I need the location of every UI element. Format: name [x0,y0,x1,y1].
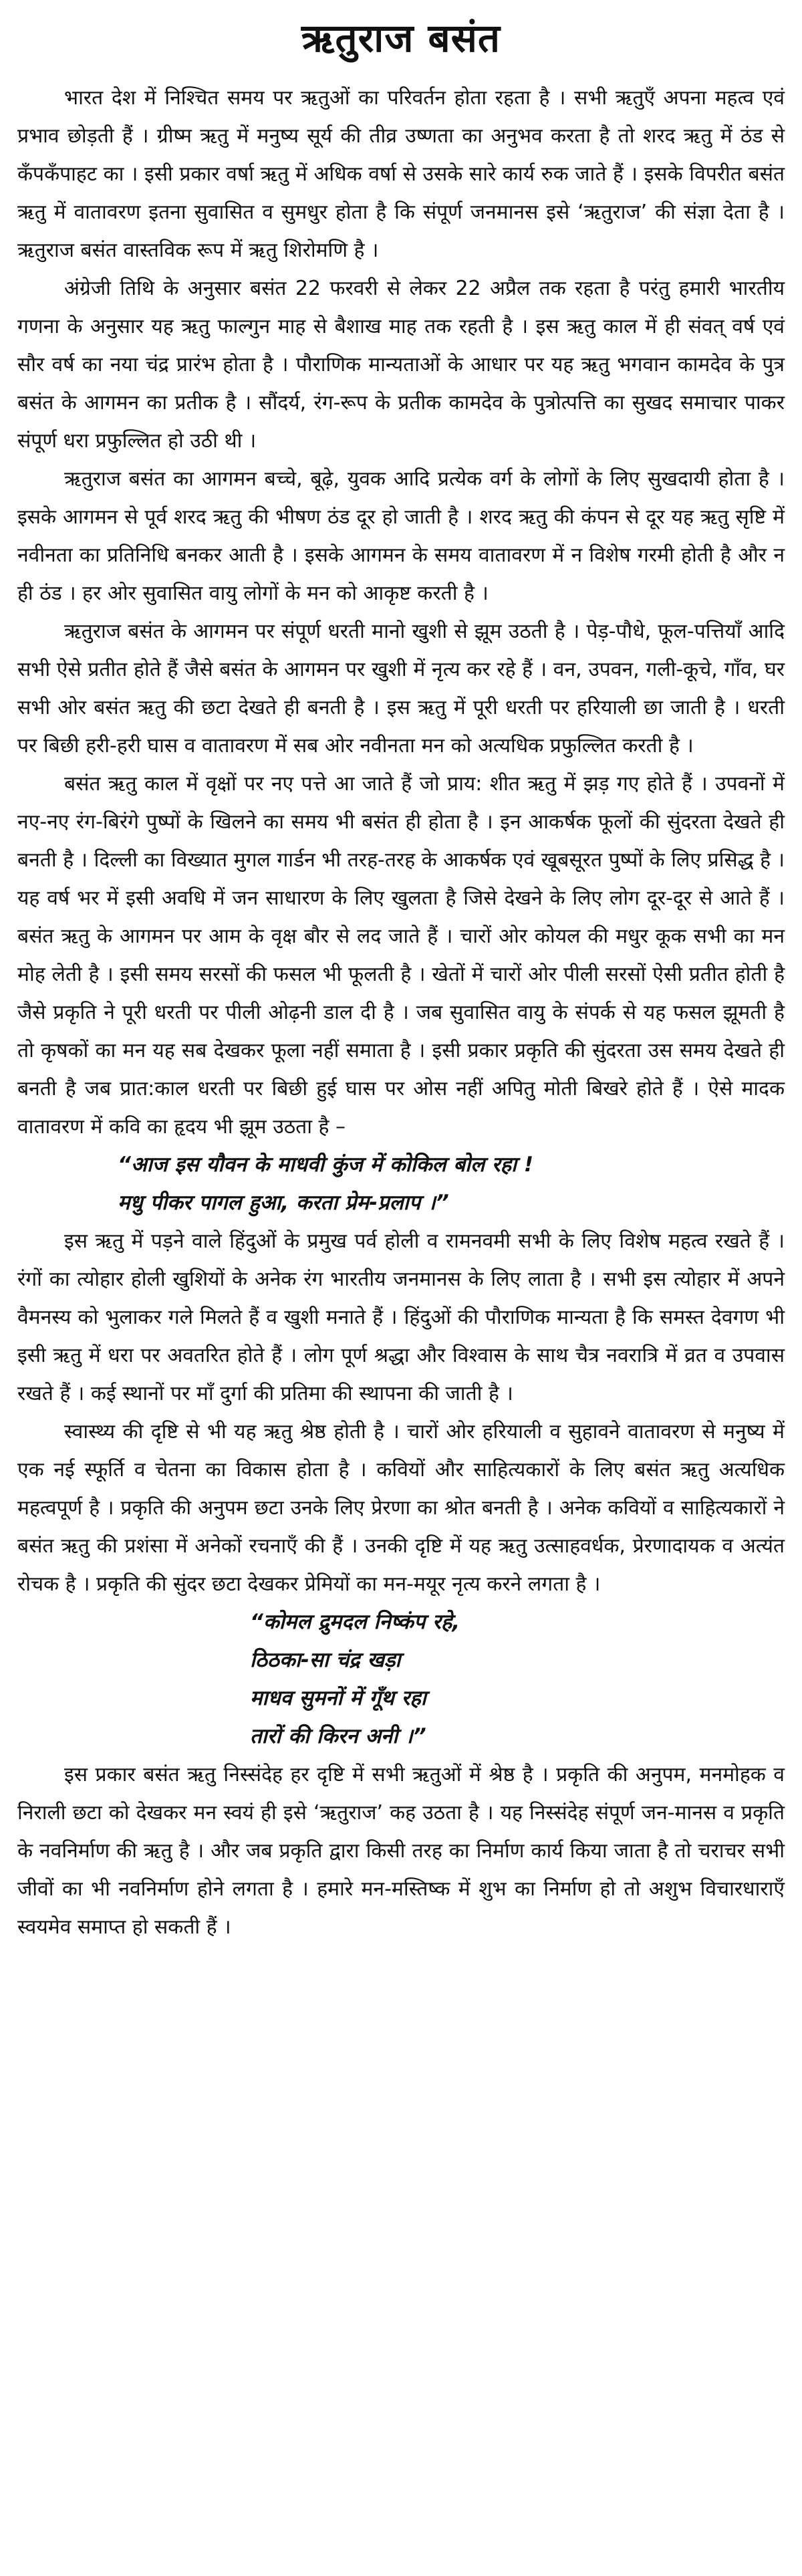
poem-line: ठिठका-सा चंद्र खड़ा [250,1648,401,1672]
essay-title: ऋतुराज बसंत [301,15,501,61]
poem-line: “कोमल द्रुमदल निष्कंप रहे, [250,1610,460,1634]
poem-komal [17,1603,785,1756]
paragraph-intro: भारत देश में निश्चित समय पर ऋतुओं का परिवर्तन होता रहता है । सभी ऋतुएँ अपना महत्व एवं प्रभाव छोड़ती हैं । ग्रीष्म ऋतु में मनुष्य सूर्य की तीव्र उष्णता का अनुभव करता है तो शरद ऋतु में ठंड से कँपकँपाहट का । इसी प्रकार वर्षा ऋतु में अधिक वर्षा से उसके सारे कार्य रुक जाते हैं । इसके विपरीत बसंत ऋतु में वातावरण इतना सुवासित व सुमधुर होता है कि संपूर्ण जनमानस इसे ‘ऋतुराज’ की संज्ञा देता है । ऋतुराज बसंत वास्तविक रूप में ऋतु शिरोमणि है । [17,86,785,262]
poem-line: मधु पीकर पागल हुआ, करता प्रेम-प्रलाप ।” [118,1191,449,1215]
paragraph-nature: बसंत ऋतु काल में वृक्षों पर नए पत्ते आ जाते हैं जो प्राय: शीत ऋतु में झड़ गए होते हैं । उपवनों में नए-नए रंग-बिरंगे पुष्पों के खिलने का समय भी बसंत ही होता है । इन आकर्षक फूलों की सुंदरता देखते ही बनती है । दिल्ली का विख्यात मुगल गार्डन भी तरह-तरह के आकर्षक एवं खूबसूरत पुष्पों के लिए प्रसिद्ध है । यह वर्ष भर में इसी अवधि में जन साधारण के लिए खुलता है जिसे देखने के लिए लोग दूर-दूर से आते हैं । बसंत ऋतु के आगमन पर आम के वृक्ष बौर से लद जाते हैं । चारों ओर कोयल की मधुर कूक सभी का मन मोह लेती है । इसी समय सरसों की फसल भी फूलती है । खेतों में चारों ओर पीली सरसों ऐसी प्रतीत होती है जैसे प्रकृति ने पूरी धरती पर पीली ओढ़नी डाल दी है । जब सुवासित वायु के संपर्क से यह फसल झूमती है तो कृषकों का मन यह सब देखकर फूला नहीं समाता है । इसी प्रकार प्रकृति की सुंदरता उस समय देखते ही बनती है जब प्रात:काल धरती पर बिछी हुई घास पर ओस नहीं अपितु मोती बिखरे होते हैं । ऐसे मादक वातावरण में कवि का हृदय भी झूम उठता है – [17,772,785,1139]
poem-line: माधव सुमनों में गूँथ रहा [250,1686,426,1710]
poem-line: “आज इस यौवन के माधवी कुंज में कोकिल बोल रहा ! [118,1153,533,1177]
paragraph-festivals: इस ऋतु में पड़ने वाले हिंदुओं के प्रमुख पर्व होली व रामनवमी सभी के लिए विशेष महत्व रखते हैं । रंगों का त्योहार होली खुशियों के अनेक रंग भारतीय जनमानस के लिए लाता है । सभी इस त्योहार में अपने वैमनस्य को भुलाकर गले मिलते हैं व खुशी मनाते हैं । हिंदुओं की पौराणिक मान्यता है कि समस्त देवगण भी इसी ऋतु में धरा पर अवतरित होते हैं । लोग पूर्ण श्रद्धा और विश्वास के साथ चैत्र नवरात्रि में व्रत व उपवास रखते हैं । कई स्थानों पर माँ दुर्गा की प्रतिमा की स्थापना की जाती है । [17,1230,785,1405]
paragraph-duration: अंग्रेजी तिथि के अनुसार बसंत 22 फरवरी से लेकर 22 अप्रैल तक रहता है परंतु हमारी भारतीय गणना के अनुसार यह ऋतु फाल्गुन माह से बैशाख माह तक रहती है । इस ऋतु काल में ही संवत् वर्ष एवं सौर वर्ष का नया चंद्र प्रारंभ होता है । पौराणिक मान्यताओं के आधार पर यह ऋतु भगवान कामदेव के पुत्र बसंत के आगमन का प्रतीक है । सौंदर्य, रंग-रूप के प्रतीक कामदेव के पुत्रोत्पत्ति का सुखद समाचार पाकर संपूर्ण धरा प्रफुल्लित हो उठी थी । [17,277,785,453]
paragraph-health: स्वास्थ्य की दृष्टि से भी यह ऋतु श्रेष्ठ होती है । चारों ओर हरियाली व सुहावने वातावरण से मनुष्य में एक नई स्फूर्ति व चेतना का विकास होता है । कवियों और साहित्यकारों के लिए बसंत ऋतु अत्यधिक महत्वपूर्ण है । प्रकृति की अनुपम छटा उनके लिए प्रेरणा का श्रोत बनती है । अनेक कवियों व साहित्यकारों ने बसंत ऋतु की प्रशंसा में अनेकों रचनाएँ की हैं । उनकी दृष्टि में यह ऋतु उत्साहवर्धक, प्रेरणादायक व अत्यंत रोचक है । प्रकृति की सुंदर छटा देखकर प्रेमियों का मन-मयूर नृत्य करने लगता है । [17,1420,785,1596]
paragraph-arrival: ऋतुराज बसंत का आगमन बच्चे, बूढ़े, युवक आदि प्रत्येक वर्ग के लोगों के लिए सुखदायी होता है । इसके आगमन से पूर्व शरद ऋतु की भीषण ठंड दूर हो जाती है । शरद ऋतु की कंपन से दूर यह ऋतु सृष्टि में नवीनता का प्रतिनिधि बनकर आती है । इसके आगमन के समय वातावरण में न विशेष गरमी होती है और न ही ठंड । हर ओर सुवासित वायु लोगों के मन को आकृष्ट करती है । [17,467,785,605]
poem-kokil [17,1146,785,1222]
paragraph-earth-joy: ऋतुराज बसंत के आगमन पर संपूर्ण धरती मानो खुशी से झूम उठती है । पेड़-पौधे, फूल-पत्तियाँ आदि सभी ऐसे प्रतीत होते हैं जैसे बसंत के आगमन पर खुशी में नृत्य कर रहे हैं । वन, उपवन, गली-कूचे, गाँव, घर सभी ओर बसंत ऋतु की छटा देखते ही बनती है । इस ऋतु में पूरी धरती पर हरियाली छा जाती है । धरती पर बिछी हरी-हरी घास व वातावरण में सब ओर नवीनता मन को अत्यधिक प्रफुल्लित करती है । [17,620,785,757]
poem-line: तारों की किरन अनी ।” [250,1724,426,1748]
paragraph-conclusion: इस प्रकार बसंत ऋतु निस्संदेह हर दृष्टि में सभी ऋतुओं में श्रेष्ठ है । प्रकृति की अनुपम, मनमोहक व निराली छटा को देखकर मन स्वयं ही इसे ‘ऋतुराज’ कह उठता है । यह निस्संदेह संपूर्ण जन-मानस व प्रकृति के नवनिर्माण की ऋतु है । और जब प्रकृति द्वारा किसी तरह का निर्माण कार्य किया जाता है तो चराचर सभी जीवों का भी नवनिर्माण होने लगता है । हमारे मन-मस्तिष्क में शुभ का निर्माण हो तो अशुभ विचारधाराएँ स्वयमेव समाप्त हो सकती हैं । [17,1763,785,1939]
